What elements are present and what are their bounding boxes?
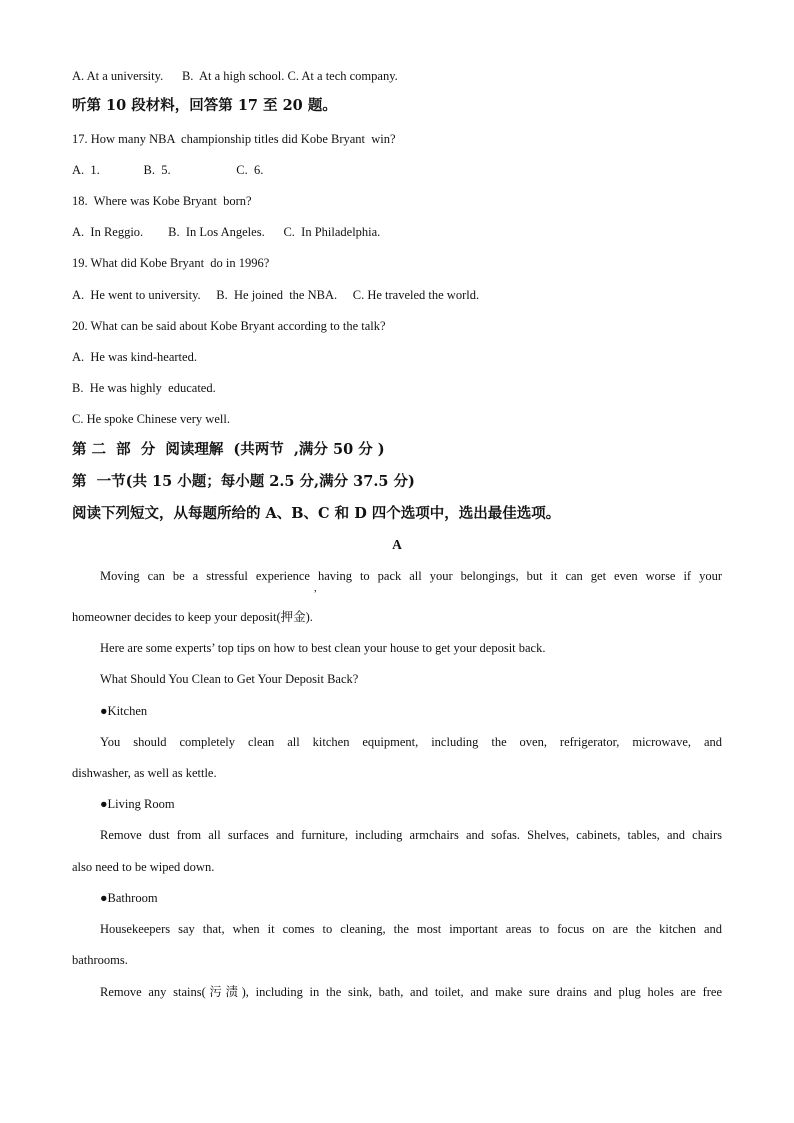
section-title: 第 一节(共 15 小题；每小题 2.5 分,满分 37.5 分): [72, 473, 415, 490]
passage-label: A: [392, 537, 402, 552]
q18-stem: 18. Where was Kobe Bryant born?: [72, 194, 252, 208]
q17-stem: 17. How many NBA championship titles did Kobe Bryant win?: [72, 132, 396, 146]
bathroom-stains-line-1: Remove any stains(污渍), including in the sink, bath, and toilet, and make sure drains and plug holes are free: [100, 985, 722, 999]
living-room-title: ●Living Room: [100, 797, 175, 811]
q17-options: A. 1. B. 5. C. 6.: [72, 163, 264, 177]
living-room-line-1: Remove dust from all surfaces and furniture, including armchairs and sofas. Shelves, cabinets, tables, and chairs: [100, 828, 722, 842]
bathroom-title: ●Bathroom: [100, 891, 158, 905]
q20-stem: 20. What can be said about Kobe Bryant according to the talk?: [72, 319, 386, 333]
kitchen-line-2: dishwasher, as well as kettle.: [72, 766, 217, 780]
living-room-line-2: also need to be wiped down.: [72, 860, 215, 874]
q20-option-c: C. He spoke Chinese very well.: [72, 412, 230, 426]
q19-stem: 19. What did Kobe Bryant do in 1996?: [72, 256, 270, 270]
q19-options: A. He went to university. B. He joined the NBA. C. He traveled the world.: [72, 288, 480, 302]
q18-options: A. In Reggio. B. In Los Angeles. C. In Philadelphia.: [72, 225, 381, 239]
q16-options: A. At a university. B. At a high school. C. At a tech company.: [72, 69, 398, 83]
part-title: 第 二 部 分 阅读理解 (共两节 ,满分 50 分 ): [72, 441, 385, 458]
q20-option-a: A. He was kind-hearted.: [72, 350, 197, 364]
paragraph-1-line-2: homeowner decides to keep your deposit(押金).: [72, 610, 313, 624]
bathroom-line-1: Housekeepers say that, when it comes to cleaning, the most important areas to focus on are the kitchen and: [100, 922, 722, 936]
section10-instruction: 听第 10 段材料，回答第 17 至 20 题。: [72, 97, 337, 114]
kitchen-title: ●Kitchen: [100, 704, 148, 718]
reading-instruction: 阅读下列短文，从每题所给的 A、B、C 和 D 四个选项中，选出最佳选项。: [72, 505, 561, 522]
paragraph-2: Here are some experts’ top tips on how to best clean your house to get your deposit back.: [100, 641, 546, 655]
stray-comma: ,: [314, 582, 317, 594]
tips-heading: What Should You Clean to Get Your Deposit Back?: [100, 672, 359, 686]
kitchen-line-1: You should completely clean all kitchen equipment, including the oven, refrigerator, microwave, and: [100, 735, 722, 749]
q20-option-b: B. He was highly educated.: [72, 381, 216, 395]
bathroom-line-2: bathrooms.: [72, 953, 128, 967]
paragraph-1-line-1: Moving can be a stressful experience having to pack all your belongings, but it can get even worse if your: [100, 569, 722, 583]
